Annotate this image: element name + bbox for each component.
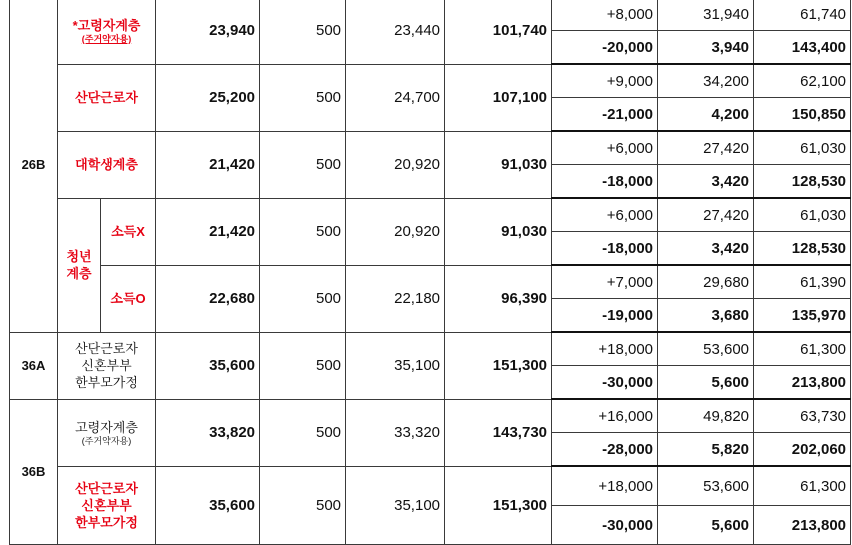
class-label: 고령자계층 (77, 17, 141, 33)
rent-change-cell: +18,000 (552, 466, 658, 506)
table-row (10, 131, 851, 165)
rent-change-cell: -30,000 (552, 506, 658, 545)
table-row (10, 265, 851, 299)
converted-deposit-cell: 61,390 (754, 265, 851, 299)
converted-rent-cell: 5,600 (658, 506, 754, 545)
class-label: 산단근로자 (75, 90, 138, 105)
converted-rent-cell: 27,420 (658, 131, 754, 165)
subclass-label: 소득O (110, 291, 146, 306)
converted-rent-cell: 3,420 (658, 232, 754, 266)
converted-rent-cell: 5,600 (658, 366, 754, 400)
rent-change-cell: +18,000 (552, 332, 658, 366)
subclass-label: 소득X (111, 224, 145, 239)
converted-deposit-cell: 143,400 (754, 31, 851, 65)
converted-deposit-cell: 61,030 (754, 198, 851, 232)
monthly-rent-cell: 25,200 (156, 64, 260, 131)
mgmt-fee-cell: 500 (260, 0, 346, 64)
converted-deposit-cell: 150,850 (754, 98, 851, 132)
converted-deposit-cell: 128,530 (754, 165, 851, 199)
mgmt-fee-cell: 500 (260, 265, 346, 332)
table-row (10, 0, 851, 31)
table-row (10, 466, 851, 506)
rent-change-cell: -18,000 (552, 232, 658, 266)
rent-change-cell: -18,000 (552, 165, 658, 199)
rent-change-cell: +8,000 (552, 0, 658, 31)
converted-rent-cell: 3,420 (658, 165, 754, 199)
deposit-cell: 91,030 (445, 131, 552, 198)
rent-change-cell: -21,000 (552, 98, 658, 132)
group-cell (58, 198, 101, 332)
monthly-rent-cell: 23,940 (156, 0, 260, 64)
converted-deposit-cell: 61,300 (754, 332, 851, 366)
rent-change-cell: -28,000 (552, 433, 658, 467)
subclass-cell (101, 198, 156, 265)
converted-rent-cell: 29,680 (658, 265, 754, 299)
monthly-rent-cell: 35,600 (156, 332, 260, 399)
class-label-line: 신혼부부 (81, 497, 132, 513)
converted-rent-cell: 27,420 (658, 198, 754, 232)
class-label-line: 한부모가정 (75, 375, 138, 390)
class-label: 고령자계층 (75, 419, 138, 435)
mgmt-fee-cell: 500 (260, 466, 346, 545)
rent-change-cell: -30,000 (552, 366, 658, 400)
class-cell (58, 466, 156, 545)
converted-deposit-cell: 62,100 (754, 64, 851, 98)
class-note: (주거약자용) (81, 435, 132, 446)
monthly-rent-cell: 21,420 (156, 198, 260, 265)
unit-type-cell: 26B (10, 0, 58, 332)
deposit-cell: 91,030 (445, 198, 552, 265)
mgmt-fee-cell: 500 (260, 332, 346, 399)
class-label-line: 신혼부부 (81, 358, 132, 373)
class-label-line: 산단근로자 (75, 341, 138, 356)
monthly-rent-cell: 35,600 (156, 466, 260, 545)
rent-change-cell: +16,000 (552, 399, 658, 433)
class-label-line: 한부모가정 (75, 514, 138, 530)
table-row (10, 399, 851, 433)
unit-type-cell: 36A (10, 332, 58, 399)
mgmt-fee-cell: 500 (260, 131, 346, 198)
rent-deposit-table (9, 0, 851, 545)
converted-rent-cell: 31,940 (658, 0, 754, 31)
net-rent-cell: 35,100 (346, 466, 445, 545)
net-rent-cell: 20,920 (346, 198, 445, 265)
mgmt-fee-cell: 500 (260, 399, 346, 466)
class-note: (주거약자용) (81, 33, 132, 44)
deposit-cell: 151,300 (445, 332, 552, 399)
mgmt-fee-cell: 500 (260, 64, 346, 131)
converted-rent-cell: 3,680 (658, 299, 754, 333)
rent-change-cell: -19,000 (552, 299, 658, 333)
converted-deposit-cell: 63,730 (754, 399, 851, 433)
deposit-cell: 96,390 (445, 265, 552, 332)
converted-rent-cell: 5,820 (658, 433, 754, 467)
deposit-cell: 143,730 (445, 399, 552, 466)
asterisk-mark: * (72, 17, 78, 33)
net-rent-cell: 33,320 (346, 399, 445, 466)
converted-deposit-cell: 128,530 (754, 232, 851, 266)
class-label-line: 산단근로자 (75, 480, 138, 496)
monthly-rent-cell: 33,820 (156, 399, 260, 466)
group-label: 청년계층 (66, 249, 92, 281)
converted-deposit-cell: 213,800 (754, 506, 851, 545)
net-rent-cell: 24,700 (346, 64, 445, 131)
class-cell (58, 0, 156, 64)
converted-deposit-cell: 61,030 (754, 131, 851, 165)
net-rent-cell: 23,440 (346, 0, 445, 64)
converted-rent-cell: 53,600 (658, 466, 754, 506)
rent-change-cell: -20,000 (552, 31, 658, 65)
table-row (10, 64, 851, 98)
table-row (10, 332, 851, 366)
converted-rent-cell: 4,200 (658, 98, 754, 132)
class-cell (58, 131, 156, 198)
deposit-cell: 151,300 (445, 466, 552, 545)
deposit-cell: 107,100 (445, 64, 552, 131)
mgmt-fee-cell: 500 (260, 198, 346, 265)
monthly-rent-cell: 21,420 (156, 131, 260, 198)
rent-change-cell: +6,000 (552, 198, 658, 232)
monthly-rent-cell: 22,680 (156, 265, 260, 332)
net-rent-cell: 35,100 (346, 332, 445, 399)
converted-rent-cell: 49,820 (658, 399, 754, 433)
class-label: 대학생계층 (75, 157, 138, 172)
converted-deposit-cell: 61,300 (754, 466, 851, 506)
converted-rent-cell: 34,200 (658, 64, 754, 98)
class-cell (58, 399, 156, 466)
net-rent-cell: 22,180 (346, 265, 445, 332)
converted-rent-cell: 53,600 (658, 332, 754, 366)
converted-deposit-cell: 202,060 (754, 433, 851, 467)
converted-deposit-cell: 135,970 (754, 299, 851, 333)
rent-change-cell: +6,000 (552, 131, 658, 165)
rent-change-cell: +9,000 (552, 64, 658, 98)
converted-deposit-cell: 61,740 (754, 0, 851, 31)
class-cell (58, 332, 156, 399)
subclass-cell (101, 265, 156, 332)
class-cell (58, 64, 156, 131)
net-rent-cell: 20,920 (346, 131, 445, 198)
unit-type-cell: 36B (10, 399, 58, 545)
converted-deposit-cell: 213,800 (754, 366, 851, 400)
converted-rent-cell: 3,940 (658, 31, 754, 65)
rent-change-cell: +7,000 (552, 265, 658, 299)
table-row (10, 198, 851, 232)
deposit-cell: 101,740 (445, 0, 552, 64)
